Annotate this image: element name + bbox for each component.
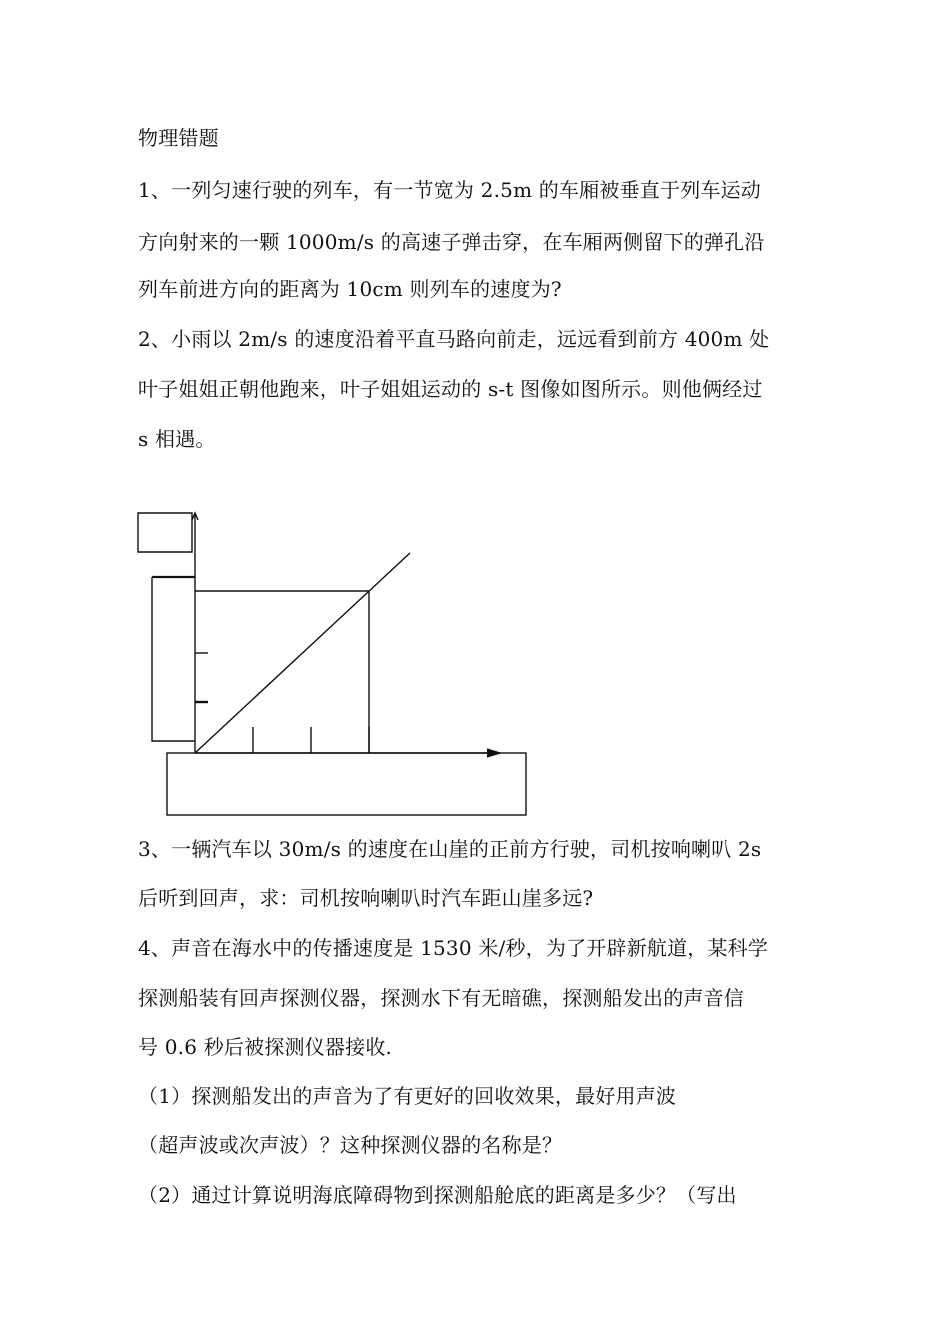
question-4-sub-1-line-2: （超声波或次声波）？这种探测仪器的名称是？ [138, 1133, 563, 1157]
label-frame-top [138, 513, 192, 552]
question-4-sub-1-line-1: （1）探测船发出的声音为了有更好的回收效果，最好用声波 [138, 1084, 677, 1108]
question-1-line-3: 列车前进方向的距离为 10cm 则列车的速度为? [138, 277, 562, 301]
question-1-line-2: 方向射来的一颗 1000m/s 的高速子弹击穿，在车厢两侧留下的弹孔沿 [138, 230, 765, 254]
s-t-graph-figure [130, 505, 540, 825]
document-title: 物理错题 [138, 126, 219, 150]
question-2-line-1: 2、小雨以 2m/s 的速度沿着平直马路向前走，远远看到前方 400m 处 [138, 327, 770, 351]
question-4-line-1: 4、声音在海水中的传播速度是 1530 米/秒，为了开辟新航道，某科学 [138, 936, 769, 960]
label-frame-left [152, 577, 195, 741]
question-4-line-2: 探测船装有回声探测仪器，探测水下有无暗礁，探测船发出的声音信 [138, 986, 744, 1010]
question-2-line-3: s 相遇。 [138, 427, 216, 451]
question-3-line-2: 后听到回声，求：司机按响喇叭时汽车距山崖多远? [138, 886, 594, 910]
question-3-line-1: 3、一辆汽车以 30m/s 的速度在山崖的正前方行驶，司机按响喇叭 2s [138, 837, 762, 861]
question-2-line-2: 叶子姐姐正朝他跑来，叶子姐姐运动的 s-t 图像如图所示。则他俩经过 [138, 377, 763, 401]
question-4-line-3: 号 0.6 秒后被探测仪器接收. [138, 1035, 393, 1059]
question-4-sub-2-line-1: （2）通过计算说明海底障碍物到探测船舱底的距离是多少？（写出 [138, 1183, 737, 1207]
label-frame-bottom [167, 753, 526, 815]
motion-line [195, 553, 410, 753]
question-1-line-1: 1、一列匀速行驶的列车，有一节宽为 2.5m 的车厢被垂直于列车运动 [138, 178, 762, 202]
